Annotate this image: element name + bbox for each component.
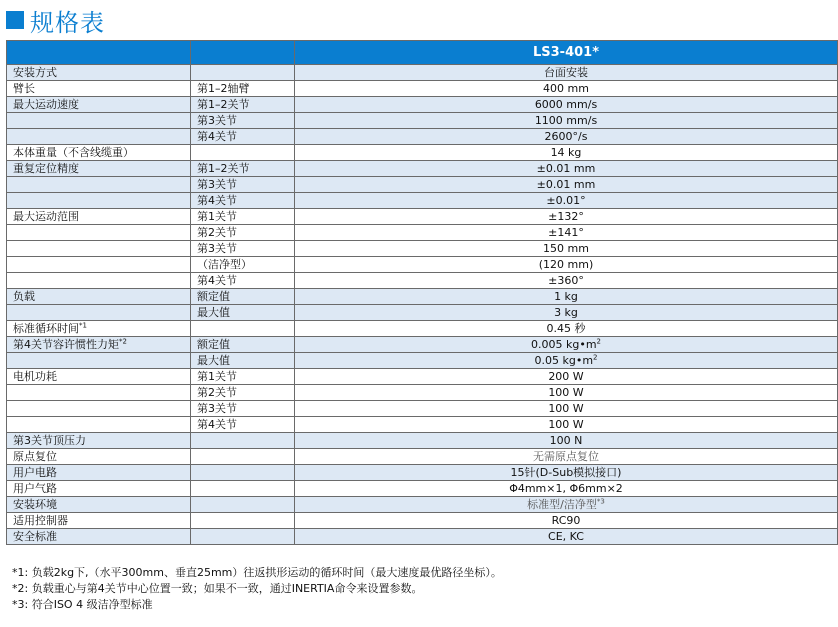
spec-value-text: 无需原点复位	[533, 450, 599, 463]
spec-sublabel	[191, 449, 295, 465]
spec-value-text: 1 kg	[554, 290, 578, 303]
spec-label-text: 负载	[13, 290, 35, 303]
table-row	[7, 145, 838, 161]
spec-sublabel	[191, 321, 295, 337]
spec-sublabel: 第4关节	[191, 273, 295, 289]
spec-value-text: 0.005 kg•m	[530, 338, 597, 351]
spec-label-text: 电机功耗	[13, 370, 57, 383]
spec-label-text: 安全标准	[13, 530, 57, 543]
spec-label	[7, 465, 191, 481]
spec-value	[295, 129, 838, 145]
spec-sublabel: 第3关节	[191, 401, 295, 417]
model-header: LS3-401*	[295, 41, 838, 65]
spec-value-text: 1100 mm/s	[534, 114, 598, 127]
spec-value-text: 2600°/s	[544, 130, 588, 143]
spec-label	[7, 113, 191, 129]
spec-label	[7, 193, 191, 209]
spec-value	[295, 209, 838, 225]
spec-label	[7, 161, 191, 177]
spec-label	[7, 145, 191, 161]
spec-label	[7, 305, 191, 321]
table-row	[7, 337, 838, 353]
spec-label	[7, 417, 191, 433]
spec-label-text: 标准循环时间	[13, 322, 79, 335]
footnote: *3: 符合ISO 4 级洁净型标准	[12, 598, 153, 611]
spec-label-text: 本体重量（不含线缆重）	[13, 146, 134, 159]
spec-table	[6, 40, 838, 545]
spec-label	[7, 97, 191, 113]
spec-sublabel: （洁净型）	[191, 257, 295, 273]
spec-label	[7, 449, 191, 465]
table-row	[7, 177, 838, 193]
spec-value-text: 100 W	[548, 418, 584, 431]
spec-sublabel	[191, 529, 295, 545]
table-row	[7, 385, 838, 401]
table-row	[7, 241, 838, 257]
spec-value	[295, 81, 838, 97]
spec-label-text: 最大运动范围	[13, 210, 79, 223]
spec-label	[7, 497, 191, 513]
footnote-marker: *2	[119, 337, 127, 346]
spec-sublabel: 第1–2关节	[191, 161, 295, 177]
spec-label	[7, 129, 191, 145]
spec-value-text: 14 kg	[550, 146, 582, 159]
spec-label-text: 安装方式	[13, 66, 57, 79]
spec-value	[295, 401, 838, 417]
spec-label	[7, 225, 191, 241]
spec-sublabel: 第1关节	[191, 369, 295, 385]
spec-value	[295, 385, 838, 401]
spec-value	[295, 257, 838, 273]
table-row	[7, 465, 838, 481]
spec-sublabel: 第1–2轴臂	[191, 81, 295, 97]
spec-label-text: 安装环境	[13, 498, 57, 511]
spec-value-text: ±132°	[548, 210, 584, 223]
spec-label	[7, 385, 191, 401]
spec-label-text: 最大运动速度	[13, 98, 79, 111]
spec-label	[7, 289, 191, 305]
footnote-marker: *3	[596, 497, 605, 506]
table-header-row	[7, 41, 838, 65]
spec-label	[7, 257, 191, 273]
spec-value	[295, 497, 838, 513]
unit-exponent: 2	[596, 337, 601, 346]
spec-value-text: 台面安装	[544, 66, 588, 79]
spec-sublabel: 第4关节	[191, 129, 295, 145]
table-row	[7, 257, 838, 273]
spec-sublabel	[191, 497, 295, 513]
spec-value-text: ±0.01 mm	[536, 178, 596, 191]
spec-value-text: 0.05 kg•m	[534, 354, 594, 367]
spec-sublabel	[191, 481, 295, 497]
header-blank-cell	[7, 41, 191, 65]
spec-sublabel	[191, 513, 295, 529]
spec-value	[295, 225, 838, 241]
spec-value	[295, 321, 838, 337]
table-row	[7, 513, 838, 529]
spec-sublabel	[191, 465, 295, 481]
table-row	[7, 417, 838, 433]
spec-label	[7, 81, 191, 97]
spec-value-text: 15针(D-Sub模拟接口)	[510, 466, 622, 479]
spec-label	[7, 401, 191, 417]
spec-value	[295, 113, 838, 129]
spec-label	[7, 369, 191, 385]
table-row	[7, 209, 838, 225]
spec-value-text: 100 W	[548, 386, 584, 399]
unit-exponent: 2	[593, 353, 598, 362]
title-bar	[6, 6, 105, 37]
spec-value	[295, 449, 838, 465]
table-row	[7, 81, 838, 97]
table-row	[7, 305, 838, 321]
spec-sublabel: 额定值	[191, 337, 295, 353]
spec-value	[295, 241, 838, 257]
spec-value	[295, 417, 838, 433]
table-row	[7, 529, 838, 545]
table-row	[7, 129, 838, 145]
spec-sublabel: 第3关节	[191, 241, 295, 257]
footnote: *1: 负载2kg下,（水平300mm、垂直25mm）往返拱形运动的循环时间（最大速度最优路径坐标）。	[12, 566, 502, 579]
spec-value	[295, 337, 838, 353]
spec-sublabel	[191, 145, 295, 161]
spec-value-text: 0.45 秒	[546, 322, 586, 335]
spec-label	[7, 529, 191, 545]
table-row	[7, 113, 838, 129]
spec-value-text: 3 kg	[554, 306, 578, 319]
spec-sublabel: 第1–2关节	[191, 97, 295, 113]
spec-value-text: 200 W	[548, 370, 584, 383]
spec-value	[295, 481, 838, 497]
spec-label-text: 用户气路	[13, 482, 57, 495]
spec-label	[7, 65, 191, 81]
spec-label-text: 臂长	[13, 82, 35, 95]
footnotes	[12, 565, 502, 613]
spec-label	[7, 177, 191, 193]
table-row	[7, 65, 838, 81]
header-blank-cell	[191, 41, 295, 65]
spec-value	[295, 193, 838, 209]
spec-sublabel: 第4关节	[191, 417, 295, 433]
spec-sublabel: 最大值	[191, 305, 295, 321]
spec-value	[295, 65, 838, 81]
spec-value	[295, 305, 838, 321]
spec-value-text: Φ4mm×1, Φ6mm×2	[509, 482, 623, 495]
table-row	[7, 161, 838, 177]
spec-value	[295, 513, 838, 529]
spec-value-text: 400 mm	[543, 82, 589, 95]
table-row	[7, 433, 838, 449]
spec-label-text: 适用控制器	[13, 514, 68, 527]
spec-value	[295, 273, 838, 289]
spec-label	[7, 209, 191, 225]
spec-value-text: 100 W	[548, 402, 584, 415]
spec-label	[7, 513, 191, 529]
spec-value	[295, 97, 838, 113]
spec-value-text: 标准型/洁净型	[527, 498, 597, 511]
title-square-icon	[6, 11, 24, 29]
table-row	[7, 481, 838, 497]
spec-value	[295, 289, 838, 305]
spec-label-text: 重复定位精度	[13, 162, 79, 175]
page-title: 规格表	[30, 8, 105, 37]
spec-value	[295, 369, 838, 385]
spec-value-text: 150 mm	[543, 242, 589, 255]
spec-value	[295, 145, 838, 161]
spec-sublabel: 额定值	[191, 289, 295, 305]
spec-value-text: (120 mm)	[538, 258, 594, 271]
spec-value-text: CE, KC	[548, 530, 584, 543]
spec-value-text: RC90	[551, 514, 581, 527]
table-row	[7, 369, 838, 385]
spec-label	[7, 337, 191, 353]
spec-value	[295, 161, 838, 177]
spec-label	[7, 241, 191, 257]
spec-label-text: 第3关节顶压力	[13, 434, 86, 447]
spec-label-text: 原点复位	[13, 450, 57, 463]
table-row	[7, 225, 838, 241]
spec-value	[295, 433, 838, 449]
spec-label-text: 第4关节容许惯性力矩	[13, 338, 119, 351]
spec-sublabel	[191, 65, 295, 81]
spec-value	[295, 177, 838, 193]
spec-label	[7, 433, 191, 449]
spec-value	[295, 353, 838, 369]
spec-value-text: 100 N	[549, 434, 583, 447]
spec-value-text: ±360°	[548, 274, 584, 287]
table-row	[7, 97, 838, 113]
spec-value-text: ±0.01 mm	[536, 162, 596, 175]
spec-sublabel	[191, 433, 295, 449]
spec-sublabel: 最大值	[191, 353, 295, 369]
spec-value-text: ±0.01°	[546, 194, 586, 207]
spec-value-text: 6000 mm/s	[534, 98, 598, 111]
footnote-marker: *1	[79, 321, 87, 330]
table-row	[7, 273, 838, 289]
table-row	[7, 449, 838, 465]
spec-label	[7, 353, 191, 369]
table-row	[7, 497, 838, 513]
table-row	[7, 321, 838, 337]
spec-sublabel: 第4关节	[191, 193, 295, 209]
table-row	[7, 353, 838, 369]
footnote: *2: 负载重心与第4关节中心位置一致；如果不一致，通过INERTIA命令来设置参数。	[12, 582, 423, 595]
spec-value-text: ±141°	[548, 226, 584, 239]
spec-sublabel: 第3关节	[191, 113, 295, 129]
spec-label	[7, 481, 191, 497]
table-row	[7, 193, 838, 209]
spec-value	[295, 465, 838, 481]
table-row	[7, 289, 838, 305]
spec-label-text: 用户电路	[13, 466, 57, 479]
spec-label	[7, 321, 191, 337]
spec-label	[7, 273, 191, 289]
spec-sublabel: 第3关节	[191, 177, 295, 193]
spec-sublabel: 第2关节	[191, 385, 295, 401]
table-row	[7, 401, 838, 417]
spec-value	[295, 529, 838, 545]
spec-sublabel: 第2关节	[191, 225, 295, 241]
spec-sublabel: 第1关节	[191, 209, 295, 225]
